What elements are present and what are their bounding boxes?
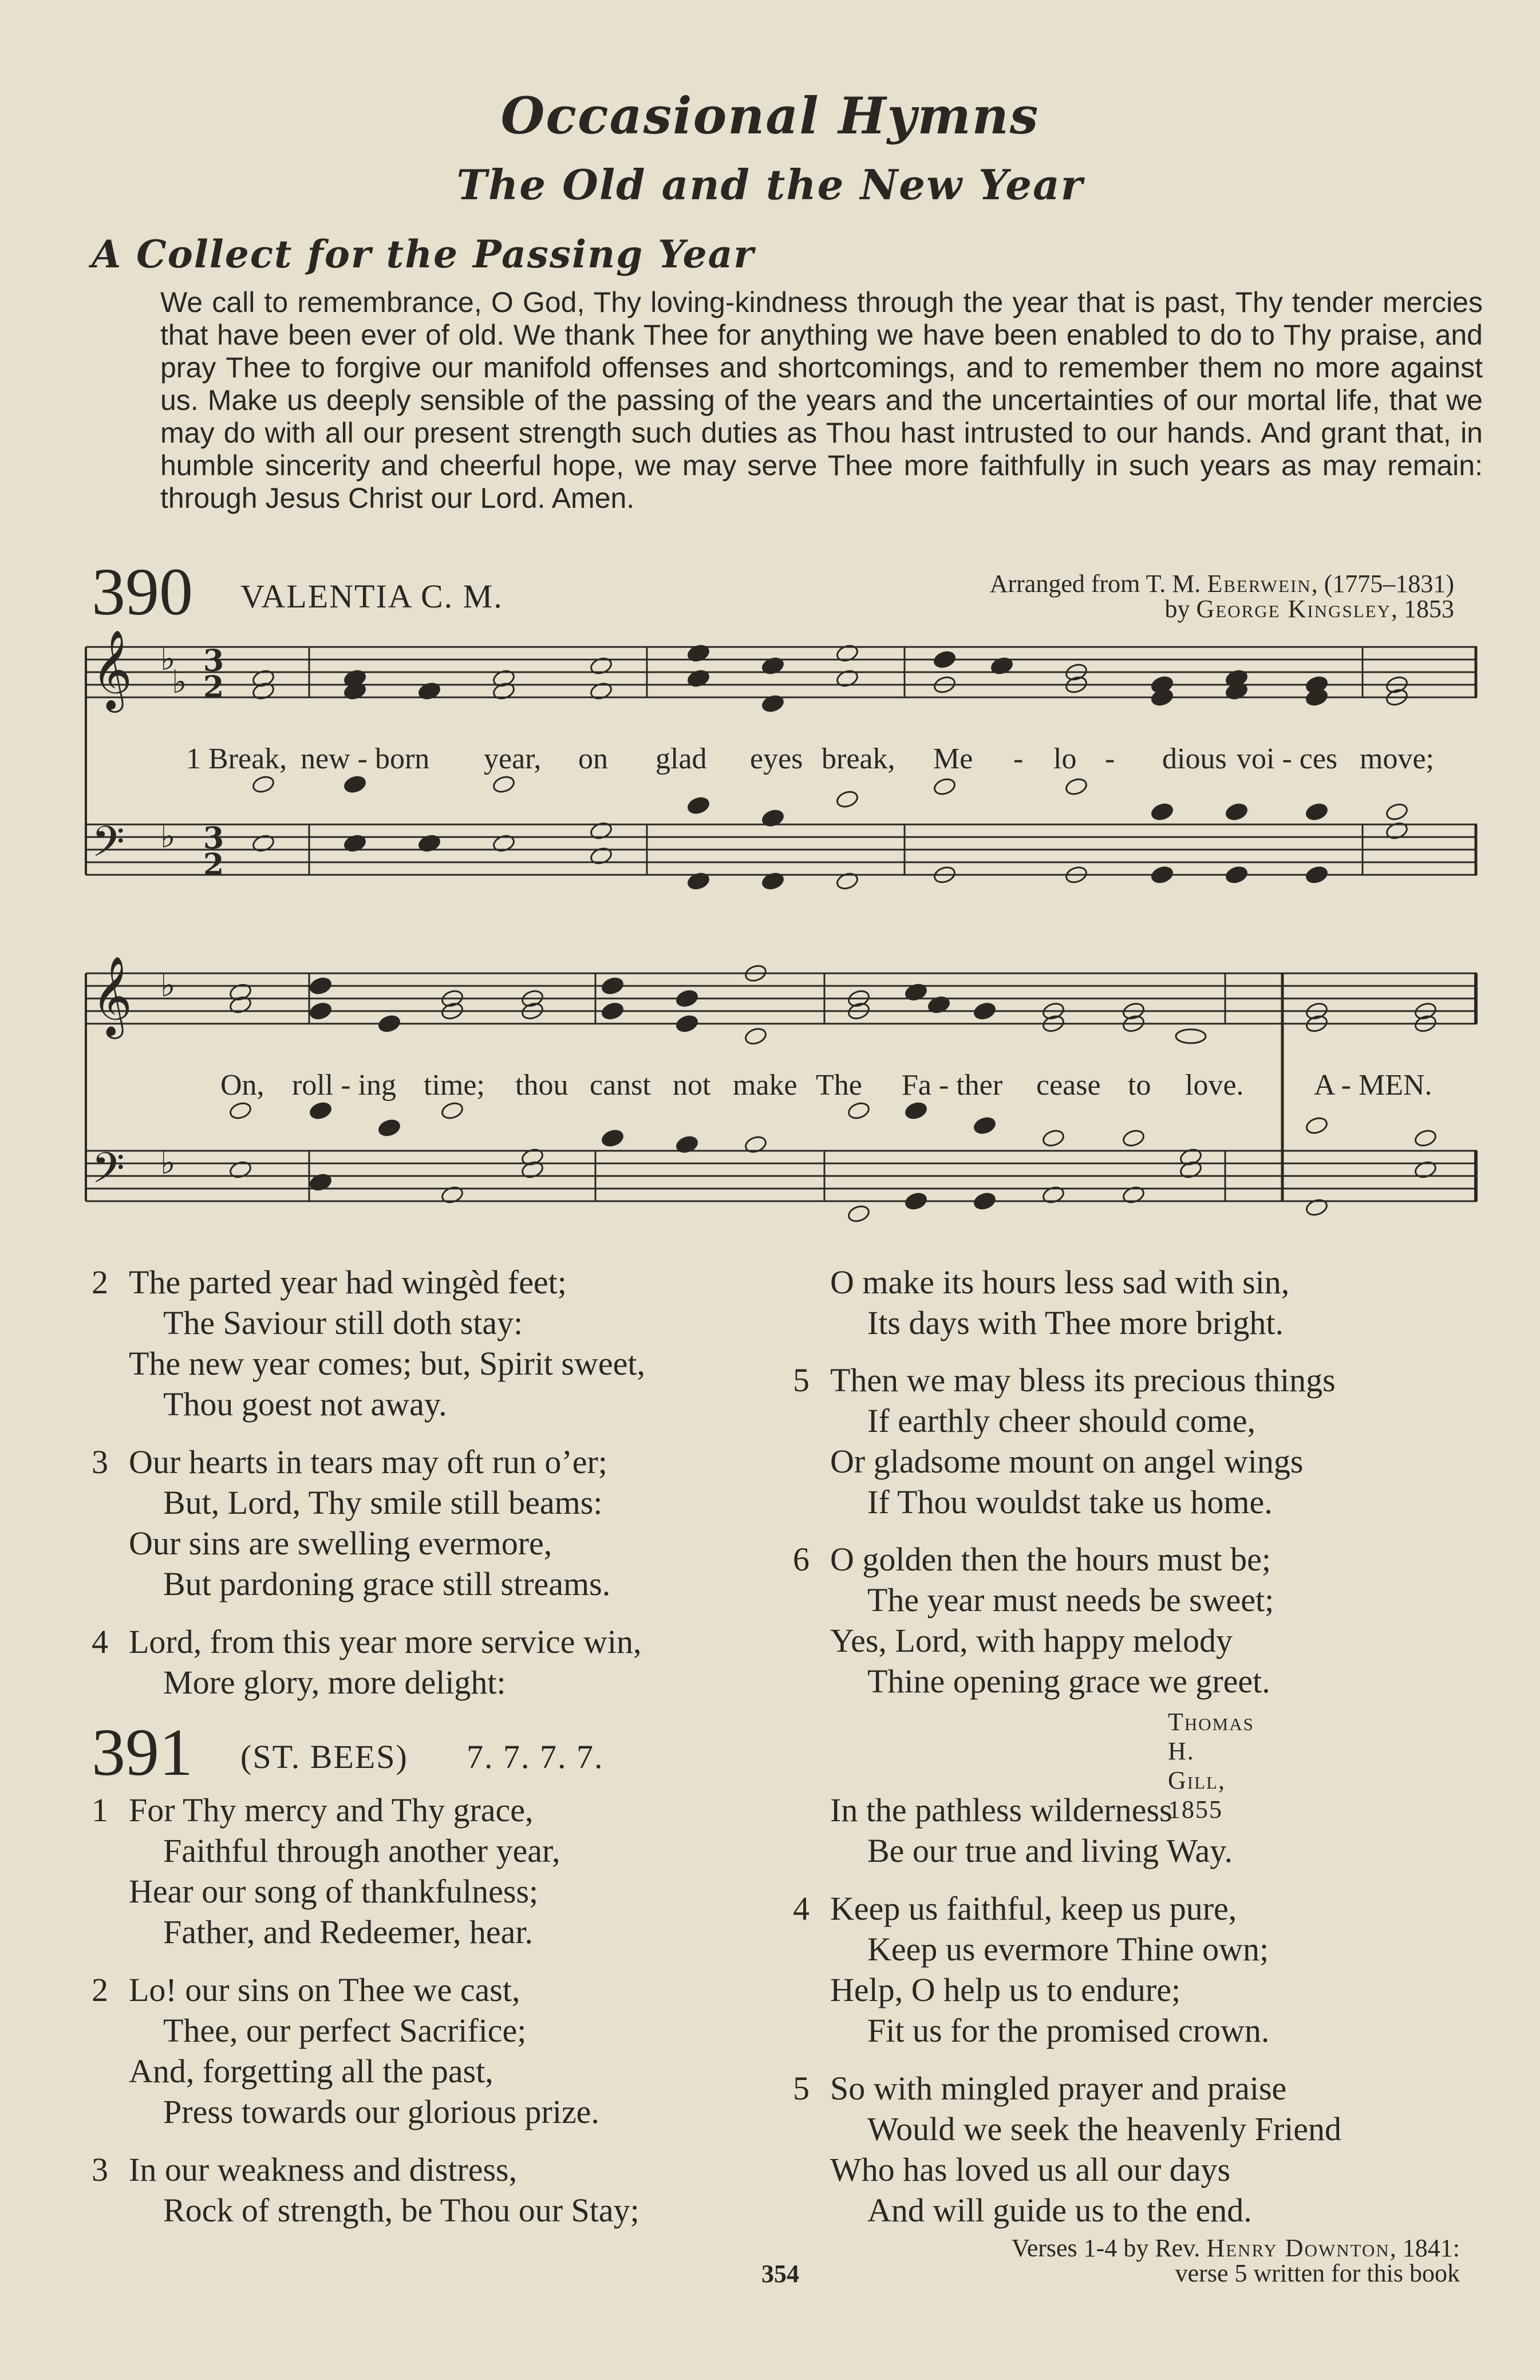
section-subtitle: The Old and the New Year xyxy=(456,160,1084,209)
verse-line: Or gladsome mount on angel wings xyxy=(830,1443,1304,1480)
lyric-syllable: new - born xyxy=(301,743,430,775)
verse-number: 2 xyxy=(92,1971,108,2008)
lyric-syllable: roll - ing xyxy=(292,1069,396,1102)
hymn-391-credit: Verses 1-4 by Rev. Henry Downton, 1841: verse 5 written for this book xyxy=(1011,2234,1460,2287)
note-heads xyxy=(228,644,1438,1224)
verse-line: Keep us faithful, keep us pure, xyxy=(830,1890,1237,1927)
verse-line: If Thou wouldst take us home. xyxy=(867,1483,1273,1521)
flat-icon: ♭ xyxy=(160,967,176,1004)
time-signature-icon: 2 xyxy=(203,670,224,705)
verse-line: Lord, from this year more service win, xyxy=(129,1623,642,1660)
hymn-390-credit: Arranged from T. M. Eberwein, (1775–1831) by George Kingsley, 1853 xyxy=(989,570,1454,623)
hymn-390-author: Thomas H. Gill, 1855 xyxy=(1168,1708,1254,1824)
verse-line: In our weakness and distress, xyxy=(129,2151,518,2188)
time-signature-icon: 3 xyxy=(203,644,224,678)
hymn-390-tune: VALENTIA C. M. xyxy=(240,578,503,615)
lyric-syllable: year, xyxy=(484,743,542,775)
lyric-syllable: Fa - ther xyxy=(902,1069,1003,1102)
verse-line: O golden then the hours must be; xyxy=(830,1541,1272,1578)
verse-number: 6 xyxy=(793,1541,810,1578)
verse-line: If earthly cheer should come, xyxy=(867,1402,1255,1439)
lyric-syllable: On, xyxy=(220,1069,264,1102)
lyric-syllable: A - MEN. xyxy=(1314,1069,1432,1102)
verse-line: The parted year had wingèd feet; xyxy=(129,1264,567,1301)
verse-line: But, Lord, Thy smile still beams: xyxy=(163,1484,603,1521)
lyric-syllable: to xyxy=(1128,1069,1151,1102)
verse-line: In the pathless wilderness xyxy=(830,1791,1172,1829)
verse-line: More glory, more delight: xyxy=(163,1664,506,1701)
flat-icon: ♭ xyxy=(160,641,176,678)
verse-line: Who has loved us all our days xyxy=(830,2151,1231,2188)
lyric-syllable: thou xyxy=(515,1069,568,1102)
verse-line: So with mingled prayer and praise xyxy=(830,2070,1287,2107)
verse-number: 5 xyxy=(793,1361,810,1399)
verse-line: And will guide us to the end. xyxy=(867,2192,1252,2229)
verse-line: The Saviour still doth stay: xyxy=(163,1304,523,1341)
verse-line: Lo! our sins on Thee we cast, xyxy=(129,1971,520,2008)
verse-line: Faithful through another year, xyxy=(163,1832,560,1869)
lyric-syllable: canst xyxy=(590,1069,651,1102)
verse-line: O make its hours less sad with sin, xyxy=(830,1264,1290,1301)
lyric-syllable: move; xyxy=(1360,743,1434,775)
flat-icon: ♭ xyxy=(160,818,176,855)
lyric-syllable: time; xyxy=(424,1069,485,1102)
verse-number: 3 xyxy=(92,2151,108,2188)
system-2-bass-staff xyxy=(86,1151,1477,1201)
verse-line: Its days with Thee more bright. xyxy=(867,1304,1284,1341)
verse-line: For Thy mercy and Thy grace, xyxy=(129,1791,534,1829)
verse-number: 1 xyxy=(92,1791,108,1829)
lyric-syllable: glad xyxy=(656,743,707,775)
bass-clef-icon: 𝄢 xyxy=(92,1143,125,1203)
verse-line: Would we seek the heavenly Friend xyxy=(867,2110,1342,2148)
clefs-and-signatures xyxy=(92,630,224,1203)
treble-clef-icon: 𝄞 xyxy=(92,956,132,1036)
hymn-391-number: 391 xyxy=(92,1715,193,1790)
collect-text: We call to remembrance, O God, Thy loving-kindness through the year that is past, Thy tender mercies that have been ever of old. We thank Thee for anything we have been enabled to do to Thy praise, and pray Thee to forgive our manifold offenses and shortcomings, and to remember them no more against us. Make us deeply sensible of the passing of the years and the uncertainties of our mortal life, that we may do with all our present strength such duties as Thou hast intrusted to our hands. And grant that, in humble sincerity and cheerful hope, we may serve Thee more faithfully in such years as may remain: through Jesus Christ our Lord. Amen. xyxy=(160,286,1483,514)
verse-number: 3 xyxy=(92,1443,108,1481)
lyric-syllable: Me xyxy=(933,743,973,775)
verse-line: Thou goest not away. xyxy=(163,1386,447,1423)
lyric-syllable: eyes xyxy=(750,743,803,775)
verse-line: But pardoning grace still streams. xyxy=(163,1565,611,1603)
verse-line: Help, O help us to endure; xyxy=(830,1971,1181,2008)
page-number: 354 xyxy=(761,2260,799,2288)
verse-line: Our hearts in tears may oft run o’er; xyxy=(129,1443,607,1481)
verse-line: Thine opening grace we greet. xyxy=(867,1663,1270,1700)
lyric-syllable: - xyxy=(1013,743,1024,775)
system-2-treble-staff xyxy=(86,973,1477,1024)
verse-number: 5 xyxy=(793,2070,810,2107)
system-1-bass-staff xyxy=(86,824,1477,875)
system-1-treble-staff xyxy=(86,647,1477,697)
verse-line: Fit us for the promised crown. xyxy=(867,2012,1270,2049)
verse-line: Then we may bless its precious things xyxy=(830,1361,1336,1399)
section-title: Occasional Hymns xyxy=(500,86,1040,145)
lyric-syllable: voi - ces xyxy=(1237,743,1338,775)
lyric-syllable: make xyxy=(733,1069,797,1102)
verse-line: Rock of strength, be Thou our Stay; xyxy=(163,2192,639,2229)
verse-line: Thee, our perfect Sacrifice; xyxy=(163,2012,527,2049)
lyric-syllable: - xyxy=(1105,743,1115,775)
bass-clef-icon: 𝄢 xyxy=(92,817,125,877)
time-signature-icon: 2 xyxy=(203,847,224,882)
verse-line: Yes, Lord, with happy melody xyxy=(830,1622,1233,1659)
verse-line: The new year comes; but, Spirit sweet, xyxy=(129,1345,645,1382)
verse-line: Keep us evermore Thine own; xyxy=(867,1931,1269,1968)
verse-number: 2 xyxy=(92,1264,108,1301)
verse-line: Press towards our glorious prize. xyxy=(163,2093,599,2130)
lyric-syllable: cease xyxy=(1036,1069,1101,1102)
verse-number: 4 xyxy=(793,1890,810,1927)
lyric-syllable: dious xyxy=(1162,743,1227,775)
lyric-syllable: on xyxy=(578,743,608,775)
verse-line: Our sins are swelling evermore, xyxy=(129,1525,552,1562)
verse-line: Hear our song of thankfulness; xyxy=(129,1873,539,1910)
verse-line: The year must needs be sweet; xyxy=(867,1581,1274,1619)
lyric-syllable: love. xyxy=(1185,1069,1244,1102)
hymn-391-meter: 7. 7. 7. 7. xyxy=(467,1738,604,1775)
collect-title: A Collect for the Passing Year xyxy=(92,232,755,277)
lyric-syllable: 1 Break, xyxy=(186,743,287,775)
flat-icon: ♭ xyxy=(172,664,187,701)
hymn-390-number: 390 xyxy=(92,554,193,629)
lyric-syllable: The xyxy=(816,1069,862,1102)
lyric-syllable: not xyxy=(673,1069,711,1102)
lyric-syllable: lo xyxy=(1053,743,1077,775)
hymn-391-tune: (ST. BEES) xyxy=(240,1738,408,1775)
lyric-syllable: break, xyxy=(822,743,895,775)
verse-number: 4 xyxy=(92,1623,108,1660)
verse-line: Be our true and living Way. xyxy=(867,1832,1233,1869)
time-signature-icon: 3 xyxy=(203,821,224,856)
verse-line: Father, and Redeemer, hear. xyxy=(163,1913,533,1951)
flat-icon: ♭ xyxy=(160,1144,176,1182)
treble-clef-icon: 𝄞 xyxy=(92,630,132,709)
verse-line: And, forgetting all the past, xyxy=(129,2053,493,2090)
